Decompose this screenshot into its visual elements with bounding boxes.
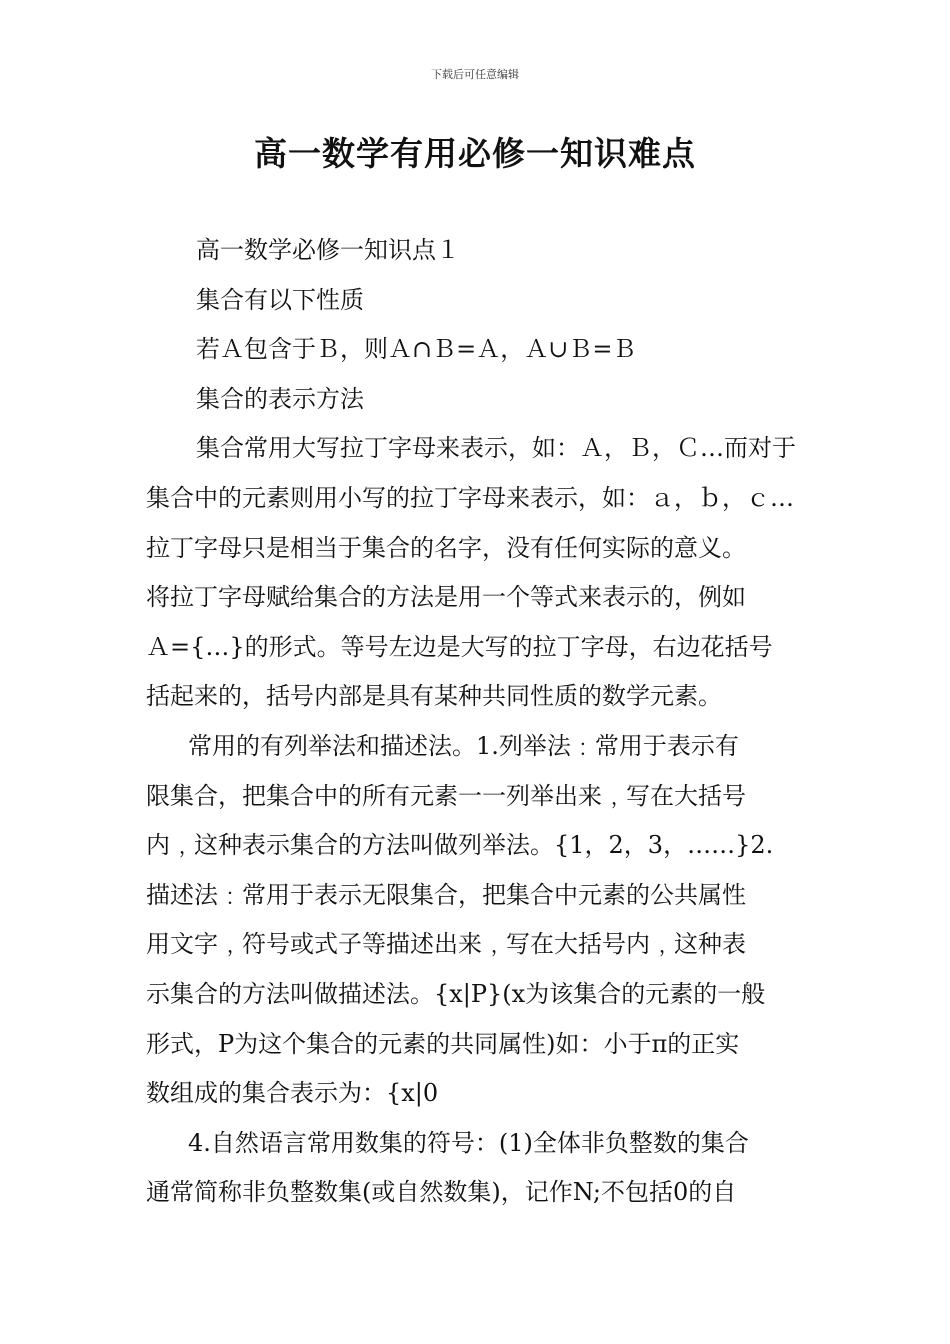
text-line: 若Ａ包含于Ｂ，则Ａ∩Ｂ=Ａ，Ａ∪Ｂ=Ｂ: [196, 335, 637, 364]
text-line: 描述法﹕常用于表示无限集合，把集合中元素的公共属性: [146, 880, 746, 909]
text-line: 集合中的元素则用小写的拉丁字母来表示，如：ａ，ｂ，ｃ…: [146, 483, 794, 512]
text-line: 集合常用大写拉丁字母来表示，如：Ａ，Ｂ，Ｃ…而对于: [196, 434, 796, 463]
header-note: 下载后可任意编辑: [431, 68, 519, 81]
text-line: 拉丁字母只是相当于集合的名字，没有任何实际的意义。: [146, 533, 746, 562]
text-line: 集合有以下性质: [196, 285, 364, 314]
text-line: 括起来的，括号内部是具有某种共同性质的数学元素。: [146, 682, 722, 711]
document-body: [146, 226, 808, 1218]
text-line: 内﹐这种表示集合的方法叫做列举法。{1，2，3，……}2.: [146, 831, 774, 860]
text-line: 常用的有列举法和描述法。1.列举法﹕常用于表示有: [188, 731, 739, 760]
document-title: 高一数学有用必修一知识难点: [254, 134, 696, 173]
text-line: 将拉丁字母赋给集合的方法是用一个等式来表示的，例如: [146, 583, 746, 612]
text-line: 示集合的方法叫做描述法。{x|P}(x为该集合的元素的一般: [146, 979, 766, 1008]
text-line: 形式，P为这个集合的元素的共同属性)如：小于π的正实: [146, 1029, 740, 1058]
text-line: 高一数学必修一知识点１: [196, 236, 460, 264]
text-line: 数组成的集合表示为：{x|0: [146, 1079, 439, 1108]
text-line: 用文字﹐符号或式子等描述出来﹐写在大括号内﹐这种表: [146, 930, 746, 959]
text-line: 集合的表示方法: [196, 384, 364, 413]
text-line: 4.自然语言常用数集的符号：(1)全体非负整数的集合: [188, 1128, 749, 1157]
text-line: 限集合，把集合中的所有元素一一列举出来﹐写在大括号: [146, 781, 746, 810]
text-line: 通常简称非负整数集(或自然数集)，记作N;不包括0的自: [146, 1178, 737, 1207]
text-line: Ａ={…}的形式。等号左边是大写的拉丁字母，右边花括号: [146, 632, 773, 661]
